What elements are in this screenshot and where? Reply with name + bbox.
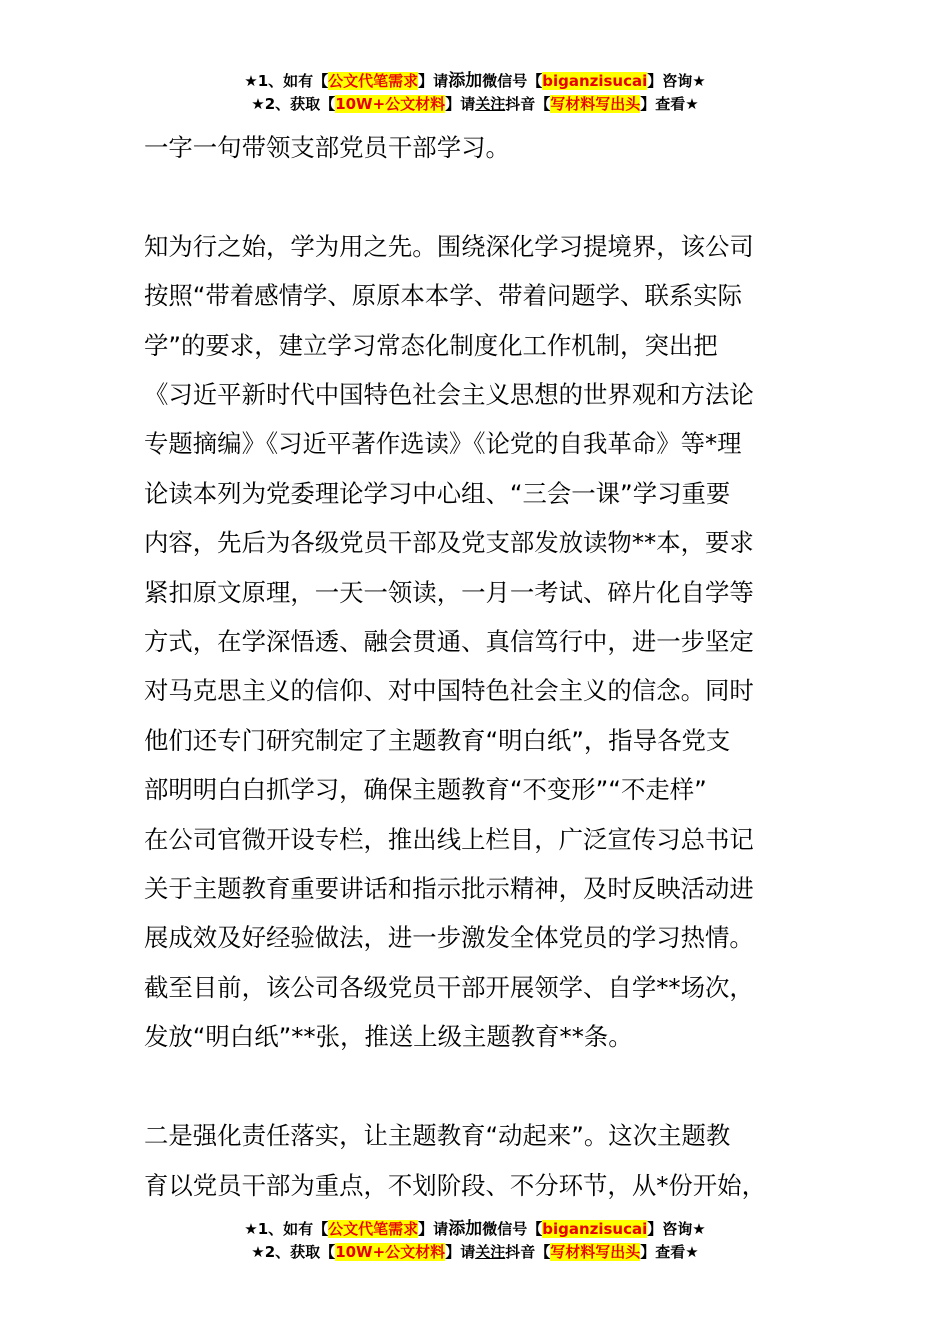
banner-text: 】请 [445,1243,476,1261]
banner-line-1 [0,1218,950,1241]
banner-text: 抖音【 [505,1243,551,1261]
paragraph-1 [144,123,808,172]
banner-highlight: 10W+公文材料 [335,1243,446,1261]
banner-text: 】咨询★ [647,72,706,90]
banner-emphasis: 关注 [475,95,506,113]
banner-text: 】查看★ [640,1243,699,1261]
banner-text: 】咨询★ [647,1220,706,1238]
banner-highlight-douyin-id: 写材料写出头 [550,95,641,113]
banner-text: 抖音【 [505,95,551,113]
text-line: 内容，先后为各级党员干部及党支部发放读物**本，要求 [144,528,754,558]
banner-text: 微信号【 [482,72,543,90]
banner-highlight-douyin-id: 写材料写出头 [550,1243,641,1261]
banner-text: 】请 [418,72,449,90]
text-line: 截至目前，该公司各级党员干部开展领学、自学**场次， [144,972,754,1002]
footer-banner [0,1218,950,1264]
text-line: 专题摘编》《习近平著作选读》《论党的自我革命》等*理 [144,429,742,459]
text-line: 学”的要求，建立学习常态化制度化工作机制，突出把 [144,330,718,360]
banner-text: ★2、获取【 [251,95,336,113]
text-line: 一字一句带领支部党员干部学习。 [144,133,510,162]
text-line: 方式，在学深悟透、融会贯通、真信笃行中，进一步坚定 [144,627,754,657]
banner-emphasis: 添加 [448,1219,483,1239]
text-line: 论读本列为党委理论学习中心组、“三会一课”学习重要 [144,478,731,508]
text-line: 《习近平新时代中国特色社会主义思想的世界观和方法论 [144,380,754,410]
text-line: 按照“带着感情学、原原本本学、带着问题学、联系实际 [144,281,743,311]
banner-line-2 [0,1241,950,1264]
banner-highlight-wechat-id: biganzisucai [542,1220,648,1238]
banner-text: ★1、如有【 [244,1220,329,1238]
banner-text: 】请 [445,95,476,113]
text-line: 育以党员干部为重点，不划阶段、不分环节，从*份开始， [144,1170,766,1200]
banner-emphasis: 关注 [475,1243,506,1261]
header-banner [0,70,950,116]
text-line: 部明明白白抓学习，确保主题教育“不变形”“不走样” [144,775,707,805]
paragraph-gap [144,172,808,221]
banner-highlight: 10W+公文材料 [335,95,446,113]
text-line: 发放“明白纸”**张，推送上级主题教育**条。 [144,1022,633,1052]
banner-text: 微信号【 [482,1220,543,1238]
banner-highlight: 公文代笔需求 [328,1220,419,1238]
banner-text: 】请 [418,1220,449,1238]
text-line: 他们还专门研究制定了主题教育“明白纸”，指导各党支 [144,725,731,755]
banner-text: 】查看★ [640,95,699,113]
banner-text: ★1、如有【 [244,72,329,90]
banner-highlight-wechat-id: biganzisucai [542,72,648,90]
banner-line-2 [0,93,950,116]
banner-emphasis: 添加 [448,71,483,91]
banner-text: ★2、获取【 [251,1243,336,1261]
banner-highlight: 公文代笔需求 [328,72,419,90]
text-line: 二是强化责任落实，让主题教育“动起来”。这次主题教 [144,1121,731,1151]
text-line: 知为行之始，学为用之先。围绕深化学习提境界，该公司 [144,231,754,261]
text-line: 紧扣原文原理，一天一领读，一月一考试、碎片化自学等 [144,577,754,607]
paragraph-gap [144,1062,808,1111]
text-line: 关于主题教育重要讲话和指示批示精神，及时反映活动进 [144,874,754,904]
document-body [144,123,808,1210]
text-line: 在公司官微开设专栏，推出线上栏目，广泛宣传习总书记 [144,824,754,854]
paragraph-3 [144,1111,808,1210]
text-line: 展成效及好经验做法，进一步激发全体党员的学习热情。 [144,923,754,953]
text-line: 对马克思主义的信仰、对中国特色社会主义的信念。同时 [144,676,754,706]
banner-line-1 [0,70,950,93]
paragraph-2 [144,222,808,1062]
